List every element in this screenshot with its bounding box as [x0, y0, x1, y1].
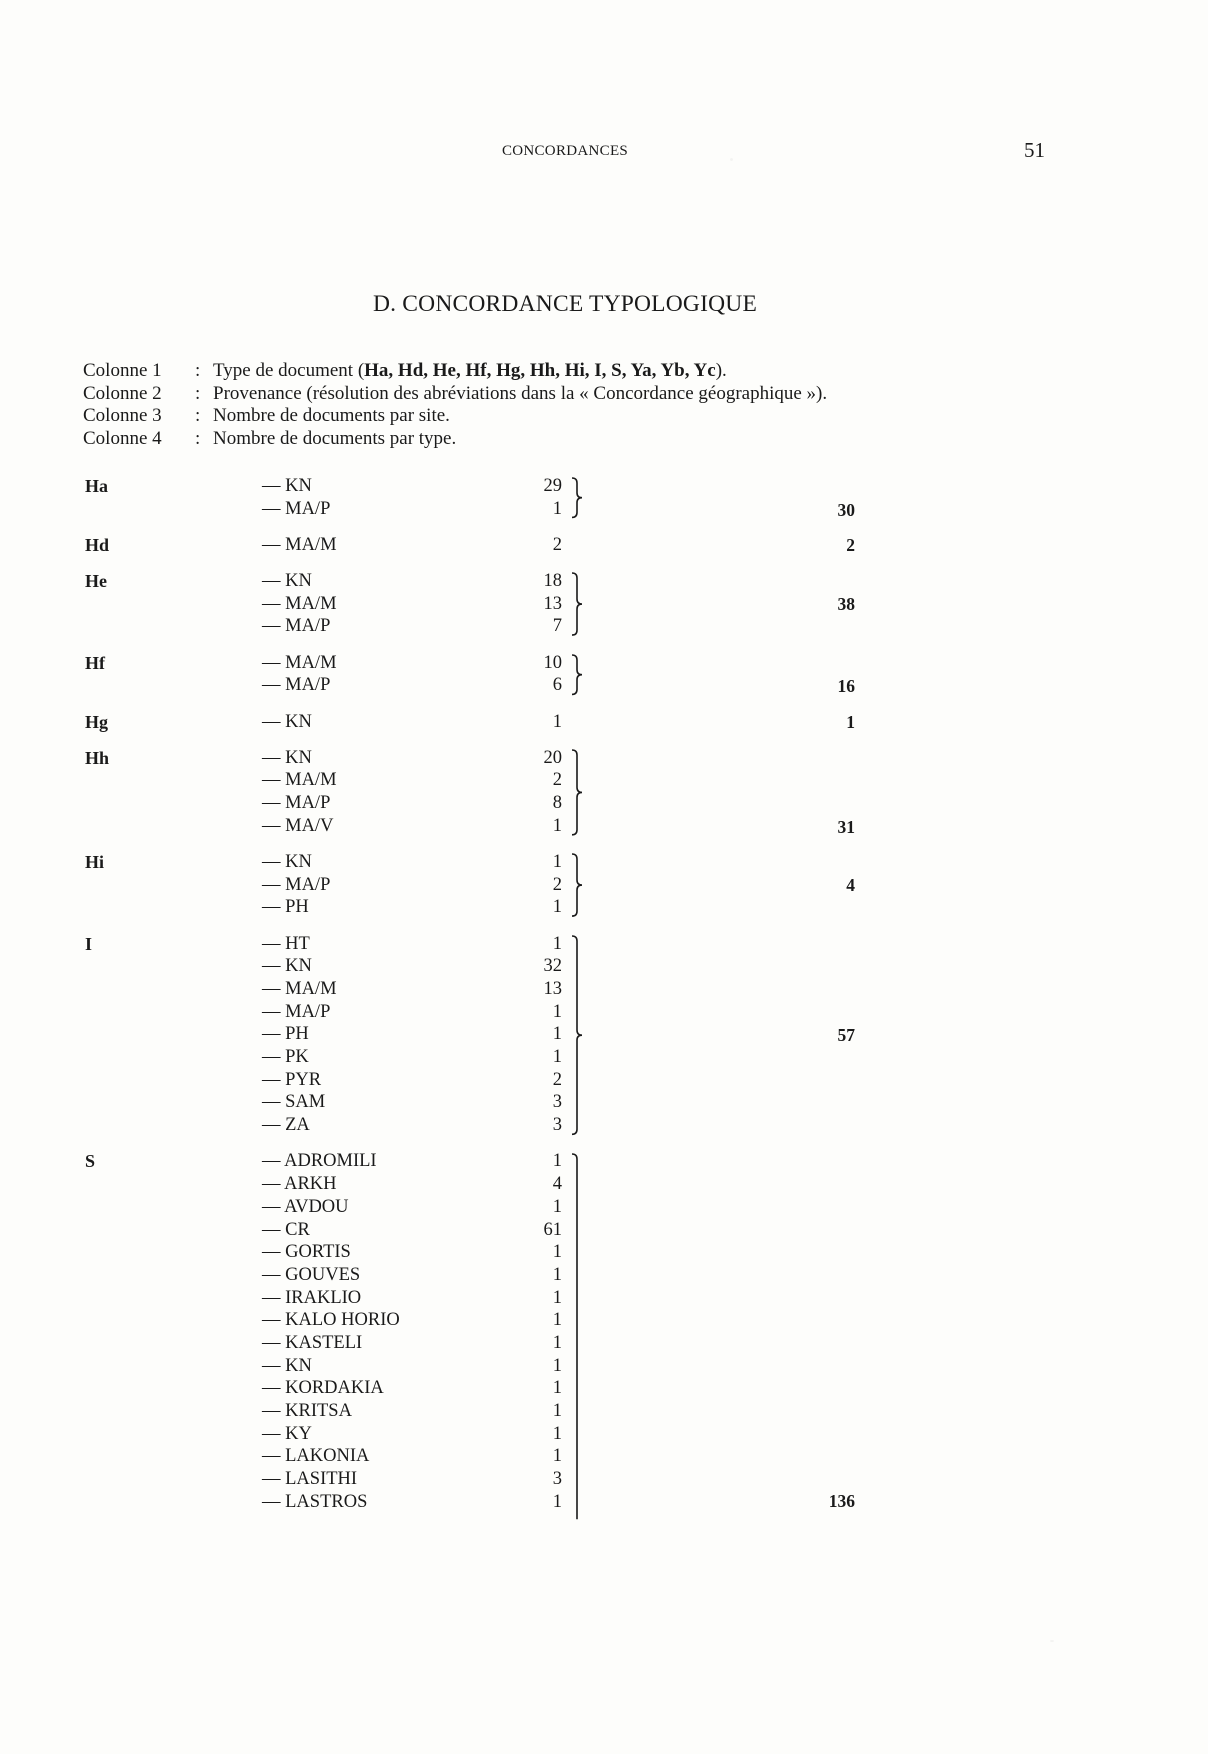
table-row [0, 1445, 1208, 1468]
legend-text [213, 360, 727, 383]
table-row [0, 1219, 1208, 1242]
site-name: — MA/P [262, 793, 331, 814]
site-name: — HT [262, 933, 310, 954]
table-row [0, 652, 1208, 675]
group-brace [572, 570, 592, 638]
type-group [0, 570, 1208, 638]
site-count: 1 [552, 852, 562, 873]
legend-text: Nombre de documents par type. [213, 428, 457, 450]
type-total: 57 [837, 1024, 855, 1045]
site-count: 2 [552, 770, 562, 791]
site-name: — AVDOU [262, 1196, 349, 1217]
site-count: 7 [552, 616, 562, 637]
site-name: — KN [262, 476, 312, 496]
site-count: 1 [552, 933, 562, 954]
site-name: — KN [262, 711, 312, 732]
site-count: 13 [543, 593, 562, 614]
site-count: 1 [552, 1024, 562, 1045]
brace-path [572, 478, 582, 517]
type-group [0, 534, 1208, 557]
table-row [0, 711, 1208, 734]
site-name: — GOUVES [262, 1264, 361, 1285]
legend-colon: : [195, 405, 201, 427]
site-name: — LASTROS [262, 1491, 368, 1512]
site-count: 1 [552, 1242, 562, 1263]
group-brace [572, 851, 592, 919]
group-brace [572, 475, 592, 520]
type-group [0, 652, 1208, 697]
site-count: 1 [552, 1001, 562, 1022]
brace-shape [572, 570, 592, 638]
legend-text: Provenance (résolution des abréviations dans la « Concordance géographique »). [213, 382, 828, 404]
brace-path [572, 750, 582, 835]
legend-label: Colonne 2 [83, 382, 162, 404]
legend-text: Nombre de documents par site. [213, 405, 450, 427]
site-name: — MA/M [262, 534, 337, 555]
legend-label: Colonne 1 [83, 360, 162, 381]
site-name: — MA/P [262, 1001, 331, 1022]
table-row [0, 955, 1208, 978]
legend-colon: : [195, 428, 201, 450]
type-total: 136 [828, 1490, 855, 1511]
brace-shape [572, 652, 592, 697]
site-count: 8 [552, 793, 562, 814]
site-count: 1 [552, 1423, 562, 1444]
site-count: 1 [552, 1446, 562, 1467]
group-brace [572, 933, 592, 1137]
table-row [0, 769, 1208, 792]
site-name: — PK [262, 1047, 309, 1068]
type-total: 16 [837, 676, 855, 697]
table-row [0, 534, 1208, 557]
legend-row [83, 360, 827, 383]
site-name: — KN [262, 1355, 312, 1376]
site-name: — LAKONIA [262, 1446, 370, 1467]
site-count: 18 [543, 571, 562, 592]
brace-path [572, 573, 582, 635]
table-row [0, 1046, 1208, 1069]
site-name: — MA/P [262, 498, 331, 519]
brace-path [572, 936, 582, 1134]
site-name: — PH [262, 1024, 309, 1045]
site-count: 1 [552, 1264, 562, 1285]
site-count: 1 [552, 1196, 562, 1217]
site-count: 1 [552, 897, 562, 918]
document-type-code: He [85, 571, 107, 592]
table-row [0, 874, 1208, 897]
table-row [0, 933, 1208, 956]
site-count: 32 [543, 956, 562, 977]
site-name: — KN [262, 571, 312, 592]
site-name: — KALO HORIO [262, 1310, 400, 1331]
site-count: 1 [552, 1332, 562, 1353]
site-name: — ARKH [262, 1174, 337, 1195]
site-count: 10 [543, 652, 562, 673]
site-name: — PYR [262, 1069, 322, 1090]
type-group [0, 933, 1208, 1137]
brace-path [572, 854, 582, 916]
site-name: — KN [262, 852, 312, 873]
document-type-code: S [85, 1151, 96, 1172]
brace-shape [572, 475, 592, 520]
legend-colon: : [195, 382, 201, 404]
group-brace [572, 652, 592, 697]
legend-row [83, 428, 827, 451]
type-group [0, 851, 1208, 919]
site-name: — IRAKLIO [262, 1287, 362, 1308]
legend-text-bold: Ha, Hd, He, Hf, Hg, Hh, Hi, I, S, Ya, Yb, Yc [364, 360, 716, 381]
typology-table [0, 475, 1208, 1527]
site-count: 1 [552, 711, 562, 732]
table-row [0, 498, 1208, 521]
document-type-code: Hd [85, 534, 110, 555]
table-row [0, 1400, 1208, 1423]
table-row [0, 1264, 1208, 1287]
table-row [0, 570, 1208, 593]
table-row [0, 1491, 1208, 1514]
brace-shape [572, 747, 592, 838]
table-row [0, 1377, 1208, 1400]
type-total: 2 [846, 534, 855, 555]
table-row [0, 1355, 1208, 1378]
site-name: — MA/P [262, 675, 331, 696]
type-group [0, 1150, 1208, 1513]
type-total: 1 [846, 711, 855, 732]
document-type-code: Hh [85, 747, 110, 768]
legend-row [83, 405, 827, 428]
site-name: — MA/M [262, 593, 337, 614]
site-count: 1 [552, 1378, 562, 1399]
document-type-code: Hf [85, 652, 105, 673]
site-name: — KORDAKIA [262, 1378, 384, 1399]
site-count: 1 [552, 1401, 562, 1421]
brace-shape [572, 851, 592, 919]
site-name: — KY [262, 1423, 312, 1444]
table-row [0, 851, 1208, 874]
table-row [0, 792, 1208, 815]
site-count: 1 [552, 498, 562, 519]
type-total: 30 [837, 499, 855, 520]
table-row [0, 1196, 1208, 1219]
table-row [0, 1091, 1208, 1114]
table-row [0, 1332, 1208, 1355]
site-count: 1 [552, 1355, 562, 1376]
table-row [0, 815, 1208, 838]
site-count: 20 [543, 747, 562, 768]
type-group [0, 711, 1208, 734]
paper-speckle [1050, 1640, 1054, 1642]
group-brace [572, 747, 592, 838]
site-name: — MA/V [262, 815, 334, 836]
table-row [0, 896, 1208, 919]
table-row [0, 1150, 1208, 1173]
running-title: CONCORDANCES [501, 143, 629, 159]
table-row [0, 1287, 1208, 1310]
legend-colon: : [195, 360, 201, 381]
site-name: — KASTELI [262, 1332, 363, 1353]
brace-path [572, 1154, 577, 1519]
site-count: 1 [552, 1310, 562, 1331]
table-row [0, 1114, 1208, 1137]
type-total: 38 [837, 594, 855, 615]
site-name: — KN [262, 956, 312, 977]
document-type-code: Hg [85, 711, 109, 732]
site-count: 3 [552, 1115, 562, 1136]
site-name: — MA/M [262, 652, 337, 673]
type-group [0, 475, 1208, 520]
site-count: 3 [552, 1092, 562, 1113]
group-brace [572, 1150, 592, 1513]
table-row [0, 1241, 1208, 1264]
site-name: — KN [262, 747, 312, 768]
site-name: — SAM [262, 1092, 326, 1113]
table-row [0, 615, 1208, 638]
site-count: 13 [543, 979, 562, 1000]
table-row [0, 593, 1208, 616]
site-count: 2 [552, 874, 562, 895]
table-row [0, 1423, 1208, 1446]
site-name: — CR [262, 1219, 310, 1240]
site-count: 6 [552, 675, 562, 696]
table-row [0, 978, 1208, 1001]
site-count: 2 [552, 1069, 562, 1090]
legend-text-part: Type de document ( [213, 360, 365, 381]
brace-path [572, 655, 582, 694]
table-row [0, 1069, 1208, 1092]
legend-label: Colonne 3 [83, 405, 162, 427]
document-type-code: Ha [85, 476, 109, 496]
table-row [0, 1309, 1208, 1332]
table-row [0, 1173, 1208, 1196]
type-total: 4 [846, 875, 855, 896]
legend-label: Colonne 4 [83, 428, 162, 450]
site-count: 1 [552, 1047, 562, 1068]
site-count: 61 [543, 1219, 562, 1240]
table-row [0, 1001, 1208, 1024]
table-row [0, 674, 1208, 697]
site-count: 1 [552, 1491, 562, 1512]
site-name: — KRITSA [262, 1401, 352, 1421]
type-group [0, 747, 1208, 838]
site-count: 2 [552, 534, 562, 555]
site-count: 1 [552, 815, 562, 836]
table-row [0, 747, 1208, 770]
site-name: — PH [262, 897, 309, 918]
site-count: 1 [552, 1151, 562, 1172]
site-count: 1 [552, 1287, 562, 1308]
site-name: — MA/P [262, 874, 331, 895]
table-row [0, 1468, 1208, 1491]
site-count: 4 [552, 1174, 562, 1195]
page-number: 51 [1024, 138, 1045, 162]
site-name: — MA/M [262, 770, 337, 791]
site-name: — MA/P [262, 616, 331, 637]
site-name: — MA/M [262, 979, 337, 1000]
table-row [0, 475, 1208, 498]
document-type-code: Hi [85, 852, 105, 873]
site-name: — LASITHI [262, 1469, 358, 1490]
site-name: — ZA [262, 1115, 310, 1136]
section-title: D. CONCORDANCE TYPOLOGIQUE [372, 291, 758, 317]
legend-row [83, 383, 827, 406]
legend-text-part: ). [715, 360, 727, 381]
site-count: 3 [552, 1469, 562, 1490]
site-name: — GORTIS [262, 1242, 351, 1263]
column-legend [83, 360, 827, 451]
brace-shape [572, 933, 592, 1137]
document-type-code: I [85, 933, 93, 954]
type-total: 31 [837, 816, 855, 837]
site-count: 29 [543, 476, 562, 496]
site-name: — ADROMILI [262, 1151, 377, 1172]
table-row [0, 1023, 1208, 1046]
brace-shape [572, 1150, 592, 1513]
